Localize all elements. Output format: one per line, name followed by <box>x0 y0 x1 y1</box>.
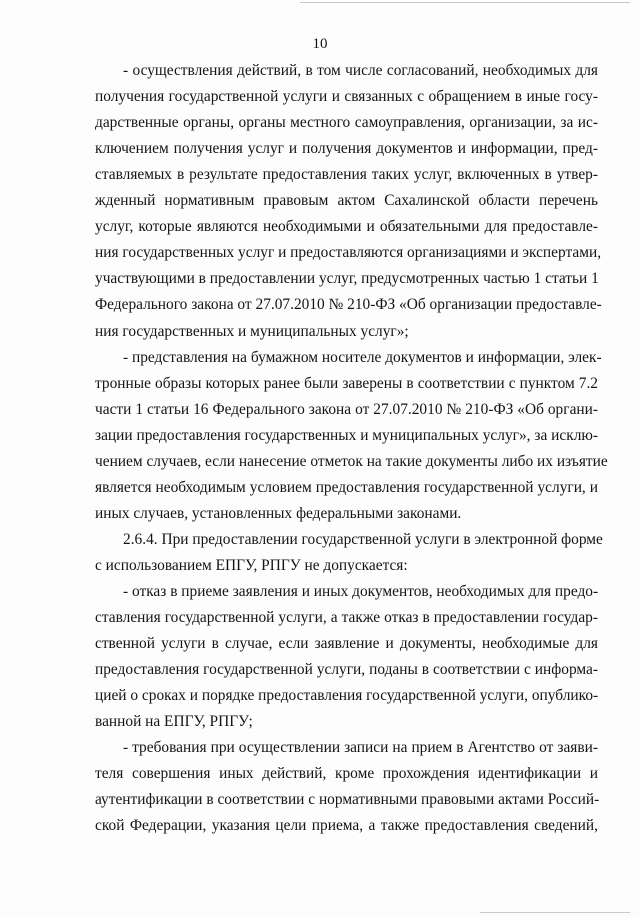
text-line: чением случаев, если нанесение отметок на такие документы либо их изъятие <box>95 452 608 470</box>
text-line: ключением получения услуг и получения документов и информации, пред- <box>95 140 598 158</box>
text-line: - осуществления действий, в том числе согласований, необходимых для <box>123 62 598 79</box>
text-line: тронные образы которых ранее были заверены в соответствии с пунктом 7.2 <box>95 374 598 392</box>
text-line: с использованием ЕПГУ, РПГУ не допускается: <box>95 556 408 574</box>
text-line: - представления на бумажном носителе документов и информации, элек- <box>123 348 602 366</box>
text-line: участвующими в предоставлении услуг, предусмотренных частью 1 статьи 1 <box>95 270 599 288</box>
scan-artifact-top <box>300 2 630 3</box>
text-line: аутентификации в соответствии с нормативными правовыми актами Россий- <box>95 791 600 809</box>
text-line: ставляемых в результате предоставления таких услуг, включенных в утвер- <box>95 166 598 184</box>
text-line: ской Федерации, указания цели приема, а также предоставления сведений, <box>95 817 598 835</box>
text-line: ванной на ЕПГУ, РПГУ; <box>95 713 253 731</box>
text-line: - требования при осуществлении записи на прием в Агентство от заяви- <box>123 739 598 757</box>
text-line: жденный нормативным правовым актом Сахалинской области перечень <box>95 192 598 210</box>
text-line: предоставления государственной услуги, поданы в соответствии с информа- <box>95 661 598 679</box>
text-line: цией о сроках и порядке предоставления государственной услуги, опублико- <box>95 687 599 705</box>
text-line: услуг, которые являются необходимыми и обязательными для предоставле- <box>95 218 598 236</box>
text-line: 2.6.4. При предоставлении государственной услуги в электронной форме <box>123 530 603 548</box>
page-number: 10 <box>312 36 328 52</box>
text-line: является необходимым условием предоставления государственной услуги, и <box>95 478 598 496</box>
text-line: дарственные органы, органы местного самоуправления, организации, за ис- <box>95 114 598 132</box>
text-line: зации предоставления государственных и муниципальных услуг», за исклю- <box>95 426 598 444</box>
text-line: теля совершения иных действий, кроме прохождения идентификации и <box>95 765 598 783</box>
text-line: иных случаев, установленных федеральными законами. <box>95 504 462 522</box>
text-line: ставления государственной услуги, а также отказ в предоставлении государ- <box>95 609 598 627</box>
scan-artifact-bottom <box>480 912 630 913</box>
text-line: ния государственных и муниципальных услуг»; <box>95 322 409 340</box>
text-line: ственной услуги в случае, если заявление и документы, необходимые для <box>95 635 598 653</box>
text-line: Федерального закона от 27.07.2010 № 210-ФЗ «Об организации предоставле- <box>95 296 602 314</box>
text-line: части 1 статьи 16 Федерального закона от 27.07.2010 № 210-ФЗ «Об органи- <box>95 400 598 418</box>
text-line: - отказ в приеме заявления и иных документов, необходимых для предо- <box>123 583 599 600</box>
text-line: ния государственных услуг и предоставляются организациями и экспертами, <box>95 244 602 262</box>
text-line: получения государственной услуги и связанных с обращением в иные госу- <box>95 88 598 106</box>
